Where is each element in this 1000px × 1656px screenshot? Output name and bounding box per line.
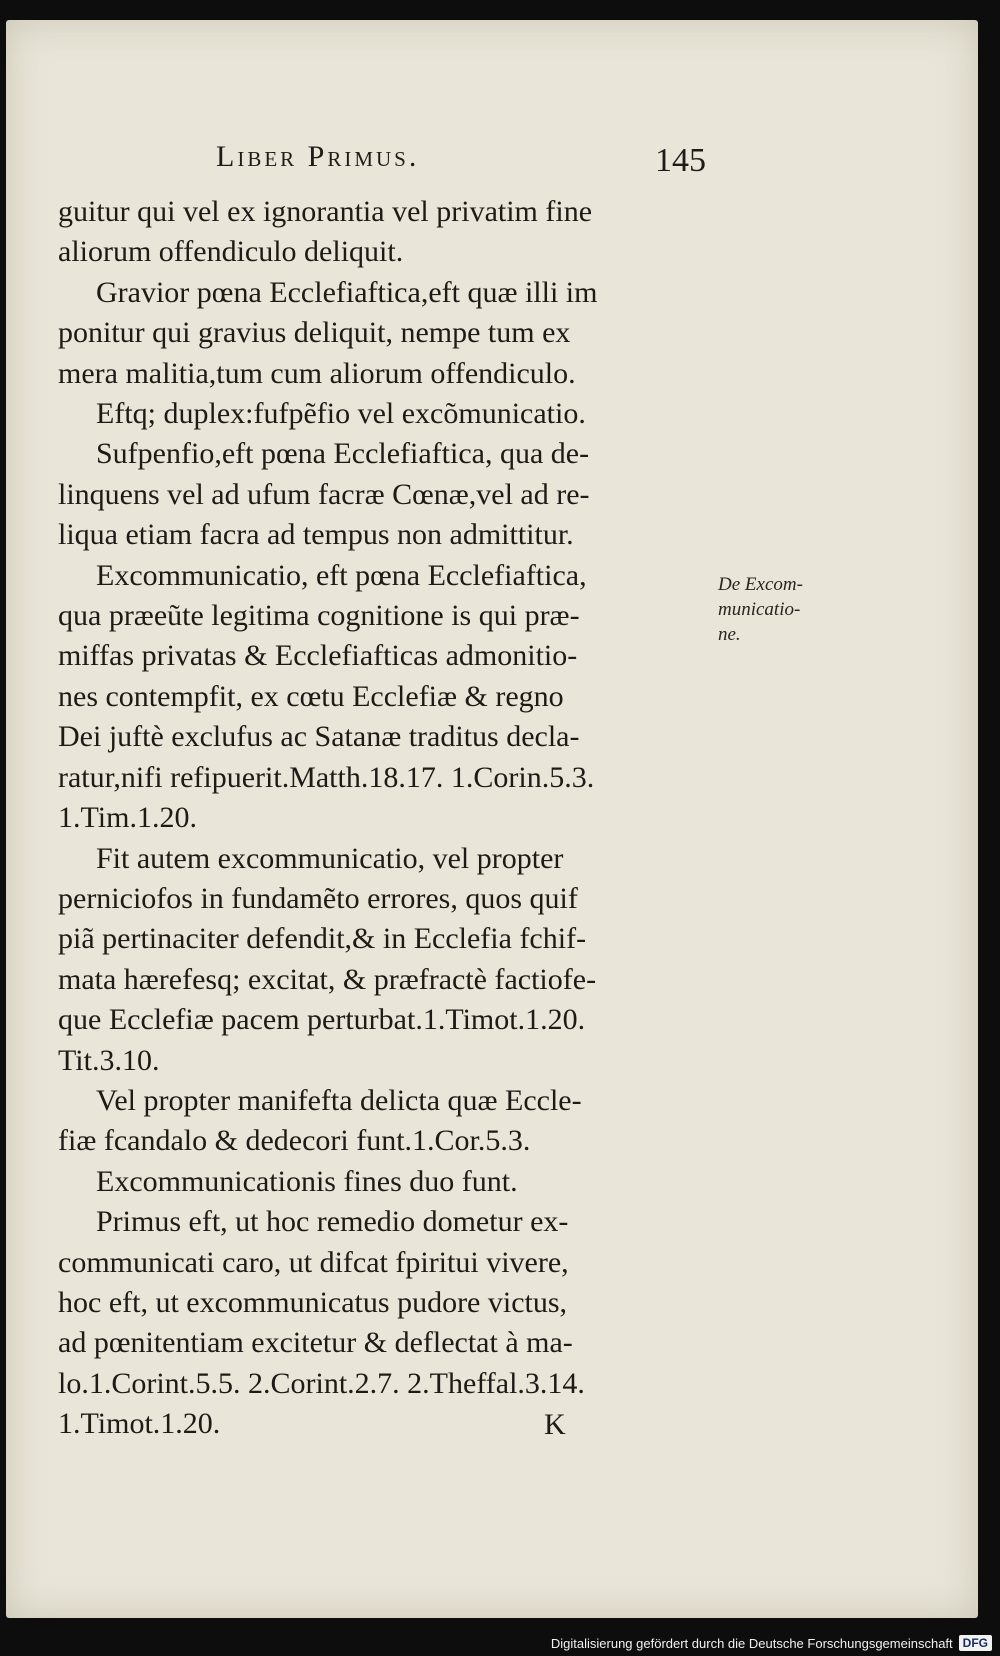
text-line: Excommunicatio, eft pœna Ecclefiaftica, <box>96 558 587 592</box>
text-line: Dei juftè exclufus ac Satanæ traditus decla- <box>58 720 580 754</box>
text-line: Eftq; duplex:fufpẽfio vel excõmunicatio. <box>96 397 586 431</box>
text-line: Primus eft, ut hoc remedio dometur ex- <box>96 1205 569 1239</box>
running-head: Liber Primus. <box>216 140 420 173</box>
text-line: fiæ fcandalo & dedecori funt.1.Cor.5.3. <box>58 1124 531 1158</box>
text-line: nes contempfit, ex cœtu Ecclefiæ & regno <box>58 679 564 713</box>
text-line: 1.Timot.1.20. <box>58 1407 221 1441</box>
text-line: Vel propter manifefta delicta quæ Eccle- <box>96 1083 582 1117</box>
marginal-note-line: ne. <box>718 624 741 645</box>
text-line: communicati caro, ut difcat fpiritui vivere, <box>58 1245 569 1279</box>
marginal-note <box>718 572 858 647</box>
text-line: 1.Tim.1.20. <box>58 801 197 835</box>
body-text <box>58 192 706 1445</box>
footer-credit: Digitalisierung gefördert durch die Deutsche Forschungsgemeinschaft <box>550 1635 953 1651</box>
text-line: perniciofos in fundamẽto errores, quos quif <box>58 881 578 915</box>
text-line: miffas privatas & Ecclefiafticas admonitio- <box>58 639 578 673</box>
text-line: Fit autem excommunicatio, vel propter <box>96 841 564 875</box>
text-line: liqua etiam facra ad tempus non admittitur. <box>58 518 574 552</box>
text-line: Excommunicationis fines duo funt. <box>96 1164 518 1198</box>
text-line: linquens vel ad ufum facræ Cœnæ,vel ad re- <box>58 477 590 511</box>
text-line: aliorum offendiculo deliquit. <box>58 235 404 269</box>
text-line: ratur,nifi refipuerit.Matth.18.17. 1.Corin.5.3. <box>58 760 595 794</box>
text-line: qua præeũte legitima cognitione is qui præ- <box>58 599 580 633</box>
text-line: Tit.3.10. <box>58 1043 160 1077</box>
text-line: ad pœnitentiam excitetur & deflectat à ma- <box>58 1326 573 1360</box>
text-line: piã pertinaciter defendit,& in Ecclefia fchif- <box>58 922 587 956</box>
book-page <box>6 20 978 1618</box>
dfg-logo-icon: DFG <box>959 1635 992 1651</box>
text-line: mera malitia,tum cum aliorum offendiculo. <box>58 356 576 390</box>
signature-mark: K <box>544 1408 566 1441</box>
text-line: Sufpenfio,eft pœna Ecclefiaftica, qua de- <box>96 437 590 471</box>
digitization-footer <box>551 1632 992 1654</box>
marginal-note-line: De Excom- <box>718 574 803 595</box>
text-line: lo.1.Corint.5.5. 2.Corint.2.7. 2.Theffal.3.14. <box>58 1366 585 1400</box>
text-line: mata hærefesq; excitat, & præfractè factiofe- <box>58 962 597 996</box>
text-line: que Ecclefiæ pacem perturbat.1.Timot.1.20. <box>58 1003 586 1037</box>
page-header <box>56 140 706 184</box>
page-number: 145 <box>655 142 706 179</box>
text-line: hoc eft, ut excommunicatus pudore victus, <box>58 1285 568 1319</box>
text-line: guitur qui vel ex ignorantia vel privatim fine <box>58 195 593 228</box>
marginal-note-line: municatio- <box>718 599 801 620</box>
text-line: Gravior pœna Ecclefiaftica,eft quæ illi im <box>96 275 598 309</box>
text-line: ponitur qui gravius deliquit, nempe tum ex <box>58 316 571 350</box>
